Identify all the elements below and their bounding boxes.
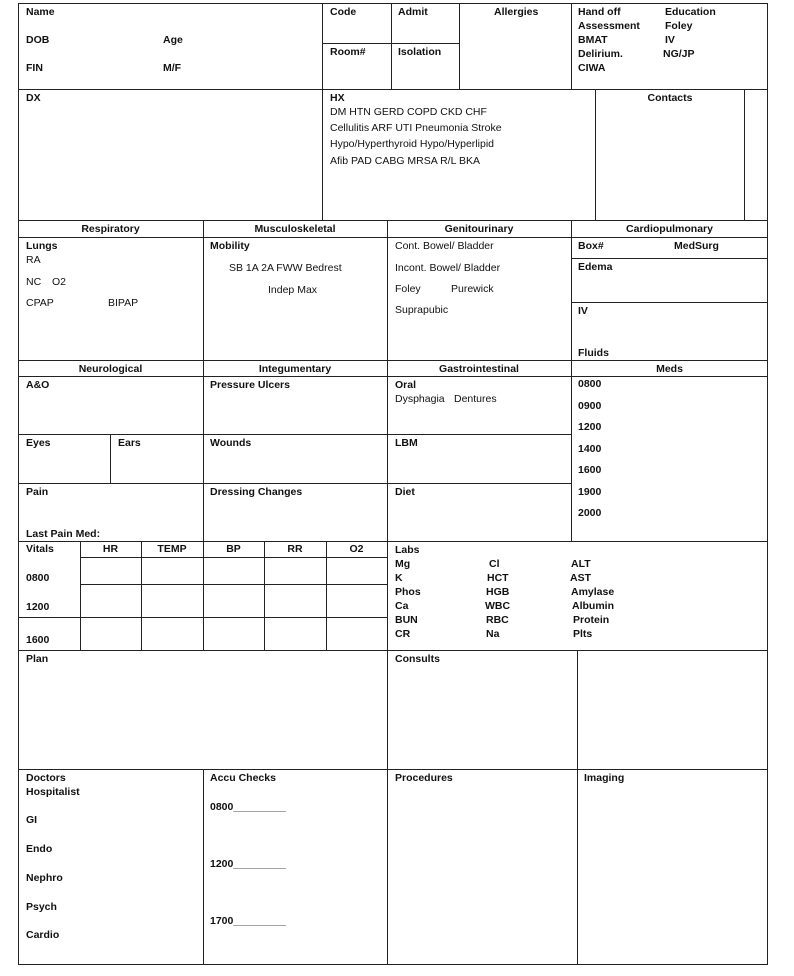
age-label: Age [163, 34, 183, 46]
lab-item: Na [486, 628, 500, 640]
isolation-label: Isolation [398, 46, 442, 58]
admit-label: Admit [398, 6, 428, 18]
endo-label: Endo [26, 843, 53, 855]
labs-label: Labs [395, 544, 420, 556]
room-label: Room# [330, 46, 366, 58]
med-time: 1400 [578, 443, 602, 455]
vitals-time: 1600 [26, 634, 50, 646]
vitals-column-header: BP [226, 543, 241, 555]
accu-check-time: 1700_________ [210, 915, 286, 927]
box-label: Box# [578, 240, 604, 252]
wounds-label: Wounds [210, 437, 252, 449]
contacts-label: Contacts [647, 92, 693, 104]
lab-item: Cl [489, 558, 500, 570]
lab-item: BUN [395, 614, 418, 626]
iv-line-label: IV [578, 305, 588, 317]
dressing-changes-label: Dressing Changes [210, 486, 303, 498]
cont-bowel-bladder: Cont. Bowel/ Bladder [395, 240, 494, 252]
fin-label: FIN [26, 62, 43, 74]
bmat-label: BMAT [578, 34, 608, 46]
education-label: Education [665, 6, 716, 18]
lab-item: Mg [395, 558, 411, 570]
incont-bowel-bladder: Incont. Bowel/ Bladder [395, 262, 501, 274]
lab-item: Amylase [571, 586, 615, 598]
dysphagia-option: Dysphagia [395, 393, 445, 405]
last-pain-med-label: Last Pain Med: [26, 528, 101, 540]
accu-checks-label: Accu Checks [210, 772, 276, 784]
medsurg-label: MedSurg [674, 240, 719, 252]
dentures-option: Dentures [454, 393, 497, 405]
vitals-column-header: RR [287, 543, 303, 555]
lab-item: HGB [486, 586, 510, 598]
lab-item: ALT [571, 558, 591, 570]
meds-header: Meds [656, 363, 683, 375]
cardiopulmonary-header: Cardiopulmonary [626, 223, 713, 235]
foley-label: Foley [665, 20, 693, 32]
lab-item: HCT [487, 572, 509, 584]
accu-check-time: 1200_________ [210, 858, 286, 870]
med-time: 0800 [578, 378, 602, 390]
dx-label: DX [26, 92, 41, 104]
respiratory-header: Respiratory [81, 223, 140, 235]
lab-item: Protein [573, 614, 610, 626]
hx-line: Afib PAD CABG MRSA R/L BKA [330, 155, 480, 167]
lab-item: CR [395, 628, 411, 640]
assessment-label: Assessment [578, 20, 640, 32]
pressure-ulcers-label: Pressure Ulcers [210, 379, 290, 391]
hx-label: HX [330, 92, 345, 104]
psych-label: Psych [26, 901, 57, 913]
med-time: 1200 [578, 421, 602, 433]
gi-label: GI [26, 814, 38, 826]
vitals-time: 1200 [26, 601, 50, 613]
oral-label: Oral [395, 379, 417, 391]
gastrointestinal-header: Gastrointestinal [439, 363, 519, 375]
o2-option: O2 [52, 276, 67, 288]
ngjp-label: NG/JP [663, 48, 695, 60]
vitals-column-header: O2 [349, 543, 364, 555]
nephro-label: Nephro [26, 872, 63, 884]
musculoskeletal-header: Musculoskeletal [254, 223, 336, 235]
diet-label: Diet [395, 486, 415, 498]
sex-label: M/F [163, 62, 182, 74]
iv-label: IV [665, 34, 675, 46]
procedures-label: Procedures [395, 772, 453, 784]
cardio-label: Cardio [26, 929, 60, 941]
lab-item: AST [570, 572, 591, 584]
lab-item: RBC [486, 614, 509, 626]
hx-line: Hypo/Hyperthyroid Hypo/Hyperlipid [330, 138, 494, 150]
vitals-column-header: HR [102, 543, 119, 555]
nc-option: NC [26, 276, 42, 288]
purewick-option: Purewick [451, 283, 494, 295]
plan-label: Plan [26, 653, 49, 665]
name-label: Name [26, 6, 55, 18]
accu-check-time: 0800_________ [210, 801, 286, 813]
lab-item: WBC [485, 600, 511, 612]
neurological-header: Neurological [78, 363, 143, 375]
med-time: 1600 [578, 464, 602, 476]
hx-line: Cellulitis ARF UTI Pneumonia Stroke [330, 122, 502, 134]
code-label: Code [330, 6, 357, 18]
lab-item: Phos [395, 586, 421, 598]
lab-item: Plts [573, 628, 593, 640]
mobility-label: Mobility [210, 240, 250, 252]
handoff-label: Hand off [578, 6, 621, 18]
bipap-option: BIPAP [108, 297, 139, 309]
imaging-label: Imaging [584, 772, 625, 784]
indep-max-options: Indep Max [268, 284, 318, 296]
med-time: 2000 [578, 507, 602, 519]
hospitalist-label: Hospitalist [26, 786, 80, 798]
lab-item: K [395, 572, 403, 584]
lab-item: Ca [395, 600, 409, 612]
pain-label: Pain [26, 486, 49, 498]
ra-option: RA [26, 254, 41, 266]
lungs-label: Lungs [26, 240, 58, 252]
ao-label: A&O [26, 379, 50, 391]
ears-label: Ears [118, 437, 141, 449]
lab-item: Albumin [572, 600, 614, 612]
genitourinary-header: Genitourinary [444, 223, 514, 235]
integumentary-header: Integumentary [258, 363, 332, 375]
vitals-time: 0800 [26, 572, 50, 584]
eyes-label: Eyes [26, 437, 51, 449]
foley-option: Foley [395, 283, 421, 295]
dob-label: DOB [26, 34, 50, 46]
vitals-column-header: TEMP [157, 543, 187, 555]
consults-label: Consults [395, 653, 440, 665]
allergies-label: Allergies [494, 6, 539, 18]
doctors-label: Doctors [26, 772, 66, 784]
med-time: 0900 [578, 400, 602, 412]
mobility-options: SB 1A 2A FWW Bedrest [229, 262, 342, 274]
vitals-label: Vitals [26, 543, 54, 555]
med-time: 1900 [578, 486, 602, 498]
fluids-label: Fluids [578, 347, 609, 359]
hx-line: DM HTN GERD COPD CKD CHF [330, 106, 487, 118]
cpap-option: CPAP [26, 297, 54, 309]
suprapubic-option: Suprapubic [395, 304, 449, 316]
edema-label: Edema [578, 261, 613, 273]
lbm-label: LBM [395, 437, 418, 449]
delirium-label: Delirium. [578, 48, 623, 60]
ciwa-label: CIWA [578, 62, 606, 74]
